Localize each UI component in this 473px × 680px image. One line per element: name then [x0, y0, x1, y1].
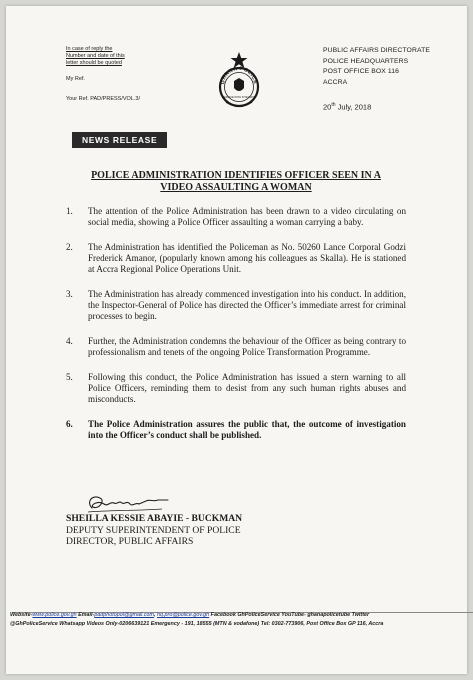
website-link[interactable]: www.police.gov.gh [32, 612, 77, 618]
signatory-block [66, 513, 242, 548]
paragraph: 4. Further, the Administration condemns the behaviour of the Officer as being contrary to professionalism and tenets of the ongoing Police Transformation Programme. [66, 336, 406, 358]
footer-contacts: Website-www.police.gov.gh Email-padphotopol@gmail.com, hq.pro@police.gov.gh Facebook GhPoliceService YouTube- ghanapolicetube Twitter @GhPoliceService Whatsapp Videos Only-0206639121 Emergency - 191, 18555 (MTN & vodafone) Tel: 0302-773906, Post Office Box GP 116, Accra [10, 611, 465, 629]
reply-note: In case of reply the Number and date of this letter should be quoted [66, 46, 125, 66]
release-body [66, 206, 406, 455]
footer-contact-line: @GhPoliceService Whatsapp Videos Only-0206639121 Emergency - 191, 18555 (MTN & vodafone) Tel: 0302-773906, Post Office Box GP 116, Accra [10, 621, 384, 627]
paragraph: 5. Following this conduct, the Police Administration has issued a stern warning to all Police Officers, reminding them to desist from any such human rights abuses and misconducts. [66, 372, 406, 405]
press-release-page [6, 6, 467, 674]
email-link[interactable]: hq.pro@police.gov.gh [157, 612, 210, 618]
release-date: 20th July, 2018 [323, 102, 372, 112]
paragraph: 6. The Police Administration assures the public that, the outcome of investigation into the Officer’s conduct shall be published. [66, 419, 406, 441]
ghana-police-crest-icon [214, 50, 264, 112]
paragraph: 1. The attention of the Police Administration has been drawn to a video circulating on social media, showing a Police Officer assaulting a woman carrying a baby. [66, 206, 406, 228]
email-link[interactable]: padphotopol@gmail.com [94, 612, 155, 618]
your-ref: Your Ref. PAD/PRESS/VOL.3/ [66, 96, 140, 102]
svg-text:GHANA POLICE: GHANA POLICE [219, 65, 259, 85]
my-ref: My Ref. [66, 76, 85, 82]
signatory-rank: DEPUTY SUPERINTENDENT OF POLICE [66, 524, 241, 536]
news-release-badge: NEWS RELEASE [72, 132, 167, 148]
svg-text:SERVICE WITH INTEGRITY: SERVICE WITH INTEGRITY [222, 96, 256, 99]
paragraph: 2. The Administration has identified the Policeman as No. 50260 Lance Corporal Godzi Frederick Amanor, (popularly known among his colleagues as Skalla). He is stationed at Accra Regional Police Operations Unit. [66, 241, 406, 275]
reference-block [66, 46, 140, 103]
signatory-name: SHEILLA KESSIE ABAYIE - BUCKMAN [66, 513, 243, 524]
directorate-address: PUBLIC AFFAIRS DIRECTORATE POLICE HEADQUARTERS POST OFFICE BOX 116 ACCRA [323, 47, 430, 86]
paragraph: 3. The Administration has already commenced investigation into his conduct. In addition, the Inspector-General of Police has directed the Officer’s immediate arrest for criminal processes to begin. [66, 289, 406, 322]
page-title: POLICE ADMINISTRATION IDENTIFIES OFFICER SEEN IN A VIDEO ASSAULTING A WOMAN [91, 170, 381, 193]
signatory-position: DIRECTOR, PUBLIC AFFAIRS [66, 536, 194, 548]
